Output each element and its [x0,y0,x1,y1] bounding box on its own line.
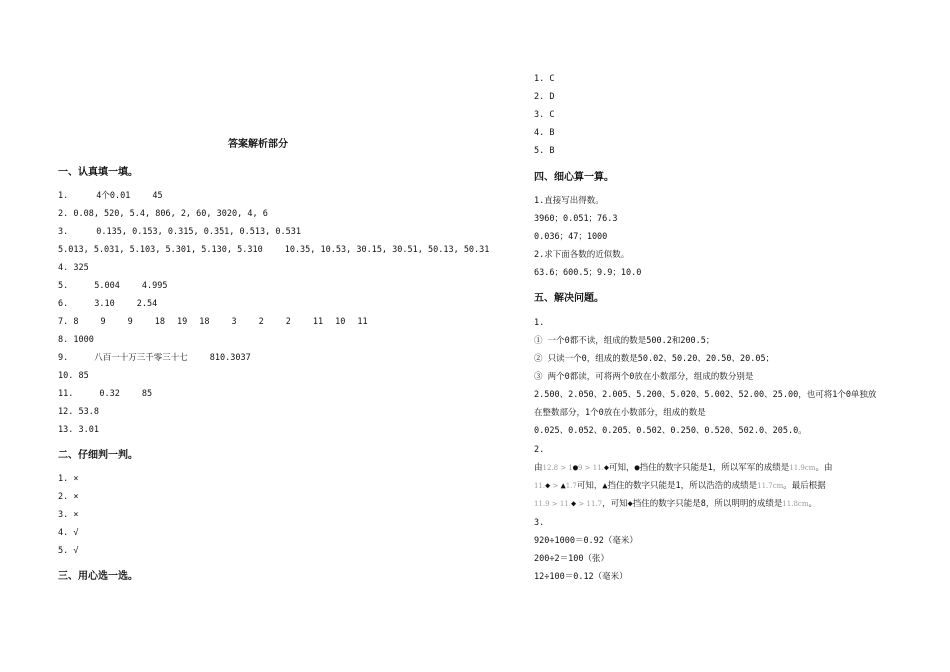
answer-line: 2. × [58,492,79,502]
answer-line: 2. 0.08, 520, 5.4, 806, 2, 60, 3020, 4, 6 [58,209,268,219]
answer-value: 2 [258,317,264,327]
formula-fragment: 11. [534,482,546,490]
answer-value: 5.004 [94,281,120,291]
item-number: 5. [58,281,69,291]
answer-line: ① 一个0都不读，组成的数是500.2和200.5； [534,336,715,346]
answer-line: 5. √ [58,546,79,556]
page-title: 答案解析部分 [228,139,288,150]
answer-line: 1. [534,318,545,328]
answer-line: 3. C [534,110,555,120]
answer-line [58,245,489,256]
answer-value: 八百一十万三千零三十七 [94,353,188,363]
answer-value: 0.135, 0.153, 0.315, 0.351, 0.513, 0.531 [96,227,301,237]
item-number: 3. [58,227,69,237]
circle-symbol: ● [572,463,578,473]
section-heading-choose: 三、用心选一选。 [58,571,138,582]
diamond-symbol: ◆ [571,499,577,509]
formula-fragment: 11.9 > 11. [534,500,572,508]
formula-fragment: > 11.7 [576,500,603,508]
answer-value: 18 [154,317,165,327]
answer-line: 10. 85 [58,371,89,381]
answer-line: 5. B [534,146,555,156]
answer-line: 4. 325 [58,263,89,273]
answer-line: 13. 3.01 [58,425,99,435]
answer-value: 3 [231,317,237,327]
answer-line: 0.036；47；1000 [534,232,608,242]
answer-line: 4. √ [58,528,79,538]
text-fragment: 可知，▲挡住的数字只能是1，所以浩浩的成绩是 [576,481,758,491]
answer-value: 4.995 [141,281,168,291]
answer-line [58,191,163,202]
answer-line [58,317,368,328]
text-fragment: 。最后根据 [783,481,826,491]
answer-line: 2.500、2.050、2.005、5.200、5.020、5.002、52.00、25.00，也可将1个0单独放 [534,390,877,400]
section-heading-solve: 五、解决问题。 [534,293,604,304]
answer-value: 0.32 [99,389,120,399]
triangle-symbol: ▲ [560,481,566,491]
formula-fragment: > [550,482,561,490]
formula-fragment: 12.8 > 1 [542,464,573,472]
diamond-symbol: ◆ [603,463,610,473]
answer-value: 9 [127,317,133,327]
answer-value: 11 [312,317,324,327]
answer-line: 2.求下面各数的近似数。 [534,250,630,260]
item-number: 11. [58,389,74,399]
item-number: 6. [58,299,69,309]
text-fragment: 可知，●挡住的数字只能是1，所以军军的成绩是 [609,463,790,473]
formula-fragment: 11.8cm [782,500,809,508]
item-number: 1. [58,191,69,201]
answer-line: 1. C [534,74,555,84]
answer-value: 4个0.01 [96,191,131,201]
answer-line: 8. 1000 [58,335,94,345]
answer-line [534,499,817,510]
section-heading-fill: 一、认真填一填。 [58,167,138,178]
formula-fragment: 11.7cm [757,482,784,490]
formula-fragment: 9 > 11. [578,464,604,472]
answer-line: 2. [534,445,545,455]
answer-value: 2 [285,317,291,327]
text-fragment: 由 [534,463,543,473]
answer-line [58,299,157,310]
answer-value: 10 [335,317,346,327]
answer-value: 5.013, 5.031, 5.103, 5.301, 5.130, 5.310 [58,245,263,255]
answer-line [58,389,152,400]
answer-line: 4. B [534,128,555,138]
answer-line: 0.025、0.052、0.205、0.502、0.250、0.520、502.0、205.0。 [534,426,807,436]
answer-value: 85 [141,389,153,399]
answer-line: 1. × [58,474,79,484]
answer-line: 920÷1000＝0.92（毫米） [534,536,638,546]
answer-value: 810.3037 [209,353,251,363]
item-number: 9. [58,353,69,363]
diamond-symbol: ◆ [545,481,551,491]
answer-line: 在整数部分，1个0放在小数部分，组成的数是 [534,408,706,418]
answer-line [58,353,251,364]
answer-line: 63.6；600.5；9.9；10.0 [534,268,642,278]
answer-value: 9 [100,317,106,327]
answer-value: 11 [357,317,368,327]
answer-line [58,227,301,238]
answer-line: 1.直接写出得数。 [534,196,604,206]
answer-line: 3. × [58,510,79,520]
section-heading-calc: 四、细心算一算。 [534,172,614,183]
formula-fragment: 11.9cm [789,464,816,472]
formula-fragment: 1.7 [565,482,577,490]
answer-line: ② 只读一个0，组成的数是50.02、50.20、20.50、20.05； [534,354,775,364]
answer-line: 2. D [534,92,555,102]
text-fragment: 。由 [815,463,833,473]
section-heading-judge: 二、仔细判一判。 [58,450,138,461]
answer-line: 12. 53.8 [58,407,99,417]
answer-value: 19 [176,317,188,327]
answer-value: 10.35, 10.53, 30.15, 30.51, 50.13, 50.31 [284,245,490,255]
answer-line: 12÷100＝0.12（毫米） [534,572,628,582]
answer-line: 3. [534,518,545,528]
answer-line: 3960；0.051；76.3 [534,214,618,224]
text-fragment: 。 [808,499,817,509]
answer-line [534,481,826,492]
answer-value: 2.54 [136,299,158,309]
answer-line [534,463,832,474]
answer-value: 45 [152,191,163,201]
text-fragment: ，可知◆挡住的数字只能是8，所以明明的成绩是 [602,499,783,509]
answer-line: ③ 两个0都读，可将两个0放在小数部分，组成的数分别是 [534,372,754,382]
item-number: 7. 8 [58,317,79,327]
answer-value: 3.10 [94,299,115,309]
answer-value: 18 [199,317,210,327]
answer-line: 200÷2＝100（张） [534,554,609,564]
answer-line [58,281,167,292]
